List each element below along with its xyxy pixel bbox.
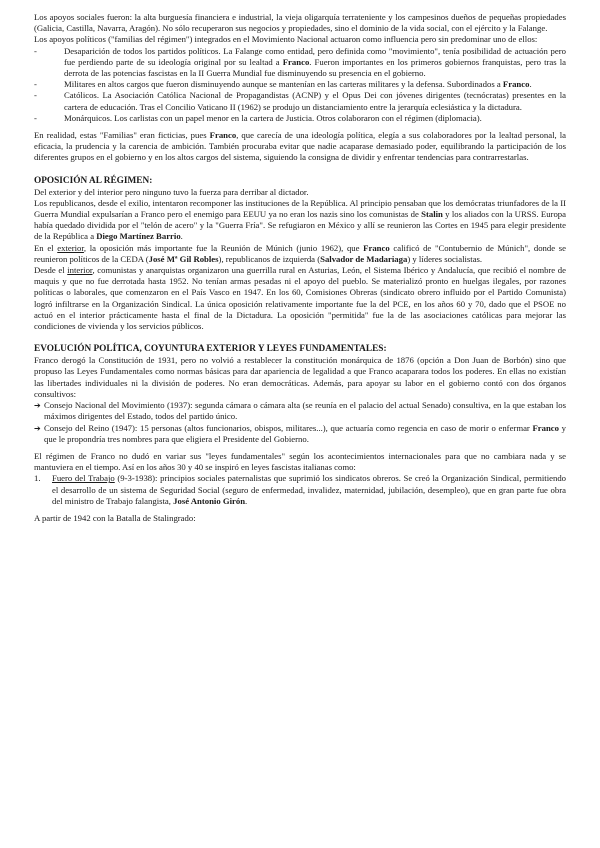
- list-item: - Monárquicos. Los carlistas con un papel menor en la cartera de Justicia. Otros colaboraron con el régimen (diplomacia).: [34, 112, 482, 123]
- dash-marker: -: [34, 79, 37, 90]
- list-item: ➔ Consejo del Reino (1947): 15 personas (altos funcionarios, obispos, militares...), que actuaría como regencia en caso de morir o enfermar Franco y que le propondría tres nombres para que eligiera el Presidente del Gobierno.: [34, 422, 566, 444]
- opposition-interior-paragraph: Desde el interior, comunistas y anarquistas organizaron una guerrilla rural en Asturias, León, el Sistema Ibérico y Andalucía, que recibió el nombre de maquis y que no fue derrotada hasta 1952. No tenían armas pesadas ni el apoyo del pueblo. Se materializó pronto en huelgas ilegales, por razones políticas o laborales, que comenzaron en el País Vasco en 1947. En los 60, Comisiones Obreras (sindicato obrero influido por el Partido Comunista) logró infiltrarse en la Organización Sindical. La única oposición relativamente importante fue la del PCE, en los años 60 y 70, dado que el PSOE no actuó en el interior prácticamente hasta el final de la Dictadura. La oposición "permitida" fue la de las asociaciones católicas para mejorar las condiciones de vivienda y los servicios públicos.: [34, 265, 566, 332]
- evolution-intro-paragraph: Franco derogó la Constitución de 1931, pero no volvió a restablecer la constitución monárquica de 1876 (opción a Don Juan de Borbón) sino que propuso las Leyes Fundamentales como normas básicas para dar apariencia de legalidad a que Franco acaparara todos los poderes. En ellas no existían las libertades individuales ni la división de poderes. No eran democráticas. Además, para apoyar su labor en el gobierno contó con dos órganos consultivos:: [34, 355, 566, 399]
- families-list: [34, 46, 566, 124]
- document-page: [34, 12, 566, 524]
- intro-paragraph-political: Los apoyos políticos ("familias del régimen") integrados en el Movimiento Nacional actuaron como influencia pero sin predominar uno de ellos:: [34, 34, 538, 45]
- stalingrad-paragraph: A partir de 1942 con la Batalla de Stalingrado:: [34, 512, 196, 523]
- list-item: - Militares en altos cargos que fueron disminuyendo aunque se mantenían en las carteras militares y la defensa. Subordinados a Franco.: [34, 79, 532, 90]
- families-closing-paragraph: En realidad, estas "Familias" eran ficticias, pues Franco, que carecía de una ideología política, elegía a sus colaboradores por la lealtad personal, la eficacia, la prudencia y la carencia de ambición. También procuraba evitar que nadie acaparase demasiado poder, equilibrando la participación de los diferentes grupos en el gobierno y en los altos cargos del sistema, siguiendo la consigna de dividir y enfrentar tendencias para contrarrestarlas.: [34, 130, 566, 163]
- dash-marker: -: [34, 45, 37, 56]
- laws-list: [34, 473, 566, 507]
- dash-marker: -: [34, 90, 37, 101]
- evolution-heading: EVOLUCIÓN POLÍTICA, COYUNTURA EXTERIOR Y LEYES FUNDAMENTALES:: [34, 344, 387, 355]
- dash-marker: -: [34, 112, 37, 123]
- list-item: 1. Fuero del Trabajo (9-3-1938): principios sociales paternalistas que suprimió los sindicatos obreros. Se creó la Organización Sindical, permitiendo el desarrollo de un sistema de Seguridad Social (seguro de enfermedad, invalidez, maternidad, jubilación, desempleo), que en gran parte fue obra del ministro de Trabajo falangista, José Antonio Girón.: [34, 473, 567, 506]
- intro-paragraph-social: Los apoyos sociales fueron: la alta burguesía financiera e industrial, la vieja oligarquía terrateniente y los campesinos dueños de pequeñas propiedades (Galicia, Castilla, Navarra, Aragón). No sólo recuperaron sus negocios y propiedades, sino el dominio de la vida social, con el ejército y la Falange.: [34, 12, 566, 34]
- list-item: - Católicos. La Asociación Católica Nacional de Propagandistas (ACNP) y el Opus Dei con jóvenes dirigentes (tecnócratas) presentes en la cartera de educación. Tras el Concilio Vaticano II (1962) se produjo un distanciamiento entre la jerarquía eclesiástica y la dictadura.: [34, 90, 566, 112]
- opposition-heading: OPOSICIÓN AL RÉGIMEN:: [34, 175, 153, 186]
- opposition-republicans-paragraph: Los republicanos, desde el exilio, intentaron recomponer las instituciones de la República. Al principio pensaban que los demócratas triunfadores de la II Guerra Mundial expulsarían a Franco pero el enemigo para EEUU ya no eran los nazis sino los comunistas de Stalin y los aliados con la URSS. Europa había quedado dividida por el "telón de acero" y la "Guerra Fría". Se refugiaron en México y allí se reunieron las Cortes en 1945 para elegir presidente de la República a Diego Martínez Barrio.: [34, 197, 566, 242]
- arrow-right-icon: ➔: [34, 401, 41, 411]
- list-item: ➔ Consejo Nacional del Movimiento (1937): segunda cámara o cámara alta (se reunía en el palacio del actual Senado) consultiva, en la que estaban los máximos dirigentes del Estado, todos del partido único.: [34, 400, 566, 422]
- list-number: 1.: [34, 473, 41, 484]
- opposition-intro: Del exterior y del interior pero ninguno tuvo la fuerza para derribar al dictador.: [34, 186, 309, 197]
- list-item: - Desaparición de todos los partidos políticos. La Falange como entidad, pero definida como "movimiento", tenía posibilidad de actuación pero fue perdiendo parte de su ideología original por su lealtad a Franco. Fueron importantes en los primeros gobiernos franquistas, pero tras la derrota de las potencias fascistas en la II Guerra Mundial fue disminuyendo su presencia en el gobierno.: [34, 45, 566, 79]
- evolution-laws-paragraph: El régimen de Franco no dudó en variar sus "leyes fundamentales" según los acontecimientos internacionales para que no cambiara nada y se mantuviera en el tiempo. Así en los años 30 y 40 se inspiró en leyes fascistas italianas como:: [34, 450, 566, 473]
- opposition-exterior-paragraph: En el exterior, la oposición más importante fue la Reunión de Múnich (junio 1962), que Franco calificó de "Contubernio de Múnich", donde se reunieron políticos de la CEDA (José Mª Gil Robles), republicanos de izquierda (Salvador de Madariaga) y líderes socialistas.: [34, 242, 566, 264]
- organs-list: [34, 400, 566, 445]
- arrow-right-icon: ➔: [34, 423, 41, 433]
